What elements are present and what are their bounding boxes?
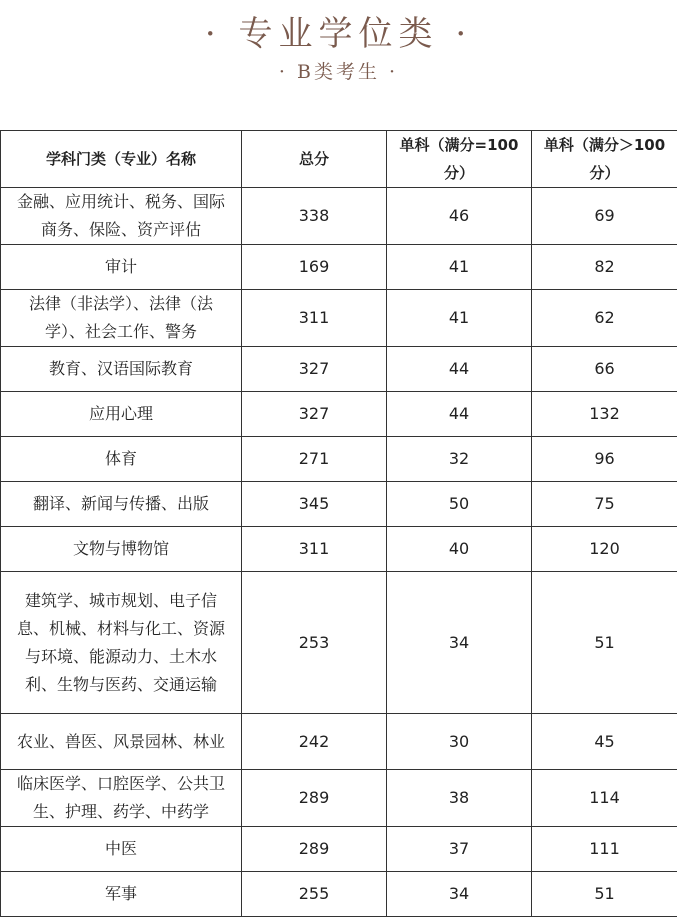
subtitle-text: B类考生 (297, 61, 380, 83)
column-header-single-100: 单科（满分=100分） (387, 131, 532, 188)
cell-name: 体育 (1, 437, 242, 482)
table-row (1, 245, 677, 290)
cell-name: 临床医学、口腔医学、公共卫生、护理、药学、中药学 (1, 770, 242, 827)
cell-total: 311 (242, 527, 387, 572)
cell-single-100: 46 (387, 188, 532, 245)
cell-single-100: 37 (387, 827, 532, 872)
cell-total: 327 (242, 392, 387, 437)
cell-single-over-100: 132 (532, 392, 677, 437)
cell-name: 翻译、新闻与传播、出版 (1, 482, 242, 527)
page-title (0, 8, 677, 60)
cell-name: 应用心理 (1, 392, 242, 437)
cell-single-100: 41 (387, 245, 532, 290)
table-row (1, 290, 677, 347)
title-dot-right: · (455, 14, 473, 54)
cell-total: 289 (242, 827, 387, 872)
cell-total: 311 (242, 290, 387, 347)
table-row (1, 572, 677, 714)
table-body (1, 188, 677, 917)
table-row (1, 437, 677, 482)
table-row (1, 392, 677, 437)
cell-single-over-100: 96 (532, 437, 677, 482)
cell-name: 中医 (1, 827, 242, 872)
cell-single-100: 50 (387, 482, 532, 527)
cell-single-100: 41 (387, 290, 532, 347)
cell-single-100: 38 (387, 770, 532, 827)
subtitle-dot-left: · (278, 61, 288, 83)
table-row (1, 872, 677, 917)
cell-total: 271 (242, 437, 387, 482)
cell-single-over-100: 69 (532, 188, 677, 245)
table-row (1, 714, 677, 770)
subtitle-dot-right: · (389, 61, 399, 83)
cell-single-over-100: 45 (532, 714, 677, 770)
cell-total: 289 (242, 770, 387, 827)
cell-single-over-100: 111 (532, 827, 677, 872)
cell-single-over-100: 62 (532, 290, 677, 347)
cell-name: 教育、汉语国际教育 (1, 347, 242, 392)
column-header-single-over-100: 单科（满分＞100分） (532, 131, 677, 188)
cell-total: 169 (242, 245, 387, 290)
page-subtitle (0, 58, 677, 86)
cell-single-100: 40 (387, 527, 532, 572)
cell-name: 审计 (1, 245, 242, 290)
score-table (0, 130, 677, 917)
table-row (1, 347, 677, 392)
cell-single-100: 32 (387, 437, 532, 482)
cell-name: 金融、应用统计、税务、国际商务、保险、资产评估 (1, 188, 242, 245)
cell-single-over-100: 51 (532, 872, 677, 917)
cell-total: 338 (242, 188, 387, 245)
cell-single-over-100: 120 (532, 527, 677, 572)
cell-single-over-100: 51 (532, 572, 677, 714)
table-row (1, 827, 677, 872)
cell-total: 255 (242, 872, 387, 917)
cell-single-100: 44 (387, 347, 532, 392)
cell-single-100: 34 (387, 872, 532, 917)
table-row (1, 770, 677, 827)
cell-single-100: 30 (387, 714, 532, 770)
table-header-row (1, 131, 677, 188)
cell-single-over-100: 82 (532, 245, 677, 290)
table-row (1, 527, 677, 572)
cell-name: 法律（非法学）、法律（法学）、社会工作、警务 (1, 290, 242, 347)
cell-single-over-100: 66 (532, 347, 677, 392)
cell-total: 345 (242, 482, 387, 527)
cell-single-over-100: 75 (532, 482, 677, 527)
cell-name: 农业、兽医、风景园林、林业 (1, 714, 242, 770)
column-header-total: 总分 (242, 131, 387, 188)
cell-single-over-100: 114 (532, 770, 677, 827)
table-row (1, 188, 677, 245)
cell-single-100: 44 (387, 392, 532, 437)
cell-name: 建筑学、城市规划、电子信息、机械、材料与化工、资源与环境、能源动力、土木水利、生物与医药、交通运输 (1, 572, 242, 714)
cell-single-100: 34 (387, 572, 532, 714)
page-header (0, 0, 677, 100)
table-row (1, 482, 677, 527)
cell-total: 242 (242, 714, 387, 770)
title-dot-left: · (204, 14, 222, 54)
column-header-name: 学科门类（专业）名称 (1, 131, 242, 188)
cell-total: 253 (242, 572, 387, 714)
cell-name: 文物与博物馆 (1, 527, 242, 572)
cell-total: 327 (242, 347, 387, 392)
title-text: 专业学位类 (238, 14, 439, 54)
cell-name: 军事 (1, 872, 242, 917)
